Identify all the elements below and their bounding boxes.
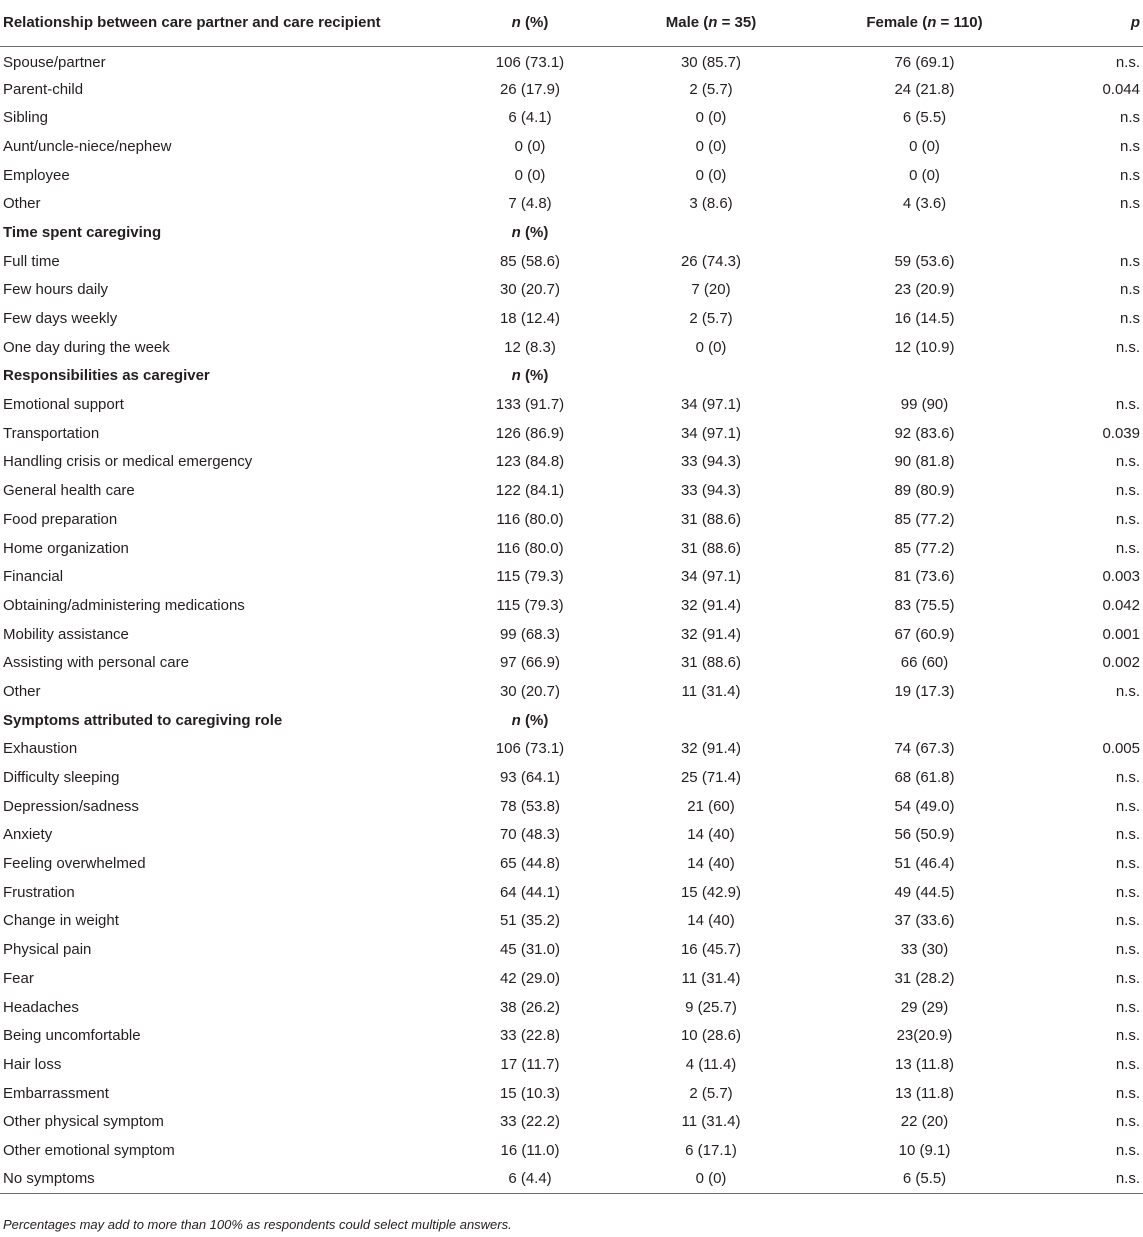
cell-p-value: n.s. — [1115, 998, 1140, 1016]
cell-p-value: n.s — [1119, 195, 1140, 213]
cell-n-percent: 26 (17.9) — [499, 80, 561, 98]
section-subheader-n-percent — [440, 218, 620, 247]
section-subheader-rest: (%) — [520, 711, 549, 729]
cell-male: 0 (0) — [620, 1165, 802, 1194]
cell-female: 19 (17.3) — [894, 682, 955, 700]
cell-male: 14 (40) — [687, 912, 735, 930]
cell-n-percent: 33 (22.2) — [499, 1113, 561, 1131]
cell-female: 74 (67.3) — [894, 740, 955, 758]
cell-male: 33 (94.3) — [680, 482, 742, 500]
cell-female: 31 (28.2) — [894, 969, 955, 987]
cell-female: 0 (0) — [909, 137, 940, 155]
table-row — [0, 534, 1143, 563]
cell-female: 66 (60) — [900, 654, 949, 672]
cell-n-percent: 17 (11.7) — [500, 1055, 560, 1073]
cell-label: Being uncomfortable — [3, 1027, 141, 1045]
table-row — [0, 648, 1143, 677]
cell-p-value: n.s — [1119, 166, 1140, 184]
cell-p-value: 0.044 — [1102, 80, 1140, 98]
cell-female: 29 (29) — [900, 998, 949, 1016]
table-row — [0, 878, 1143, 907]
cell-p-value: n.s. — [1115, 1141, 1140, 1159]
cell-female: 6 (5.5) — [802, 1165, 1047, 1194]
cell-female: 22 (20) — [900, 1113, 949, 1131]
table-row — [0, 1136, 1143, 1165]
section-subheader-n: n — [511, 223, 521, 241]
cell-n-percent: 33 (22.8) — [499, 1027, 561, 1045]
cell-label: Headaches — [3, 998, 79, 1016]
section-header-row — [0, 706, 1143, 735]
cell-label: Home organization — [3, 539, 129, 557]
cell-n-percent: 7 (4.8) — [508, 195, 552, 213]
section-subheader-n: n — [511, 367, 521, 385]
cell-female: 49 (44.5) — [894, 883, 955, 901]
table-row — [0, 620, 1143, 649]
cell-female: 37 (33.6) — [894, 912, 955, 930]
table-row — [0, 935, 1143, 964]
cell-male: 0 (0) — [695, 109, 727, 127]
header-female-n: n — [927, 14, 937, 32]
cell-male: 32 (91.4) — [680, 625, 742, 643]
cell-label: Full time — [3, 252, 60, 270]
cell-label: Sibling — [3, 109, 49, 127]
cell-p-value: n.s. — [1115, 912, 1140, 930]
empty-cell — [802, 706, 1047, 735]
cell-n-percent: 6 (4.1) — [508, 109, 552, 127]
cell-female: 13 (11.8) — [895, 1055, 954, 1073]
cell-male: 30 (85.7) — [680, 54, 742, 72]
cell-female: 4 (3.6) — [902, 195, 947, 213]
table-row — [0, 304, 1143, 333]
table-row — [0, 448, 1143, 477]
cell-p-value: n.s. — [1115, 826, 1140, 844]
cell-n-percent: 0 (0) — [514, 137, 546, 155]
header-p-value-p: p — [1130, 14, 1140, 32]
cell-n-percent: 18 (12.4) — [499, 310, 561, 328]
cell-label: Embarrassment — [3, 1084, 109, 1102]
header-female — [802, 0, 1047, 46]
table-row — [0, 390, 1143, 419]
cell-p-value: 0.003 — [1102, 568, 1140, 586]
cell-n-percent: 116 (80.0) — [496, 510, 564, 528]
cell-male: 3 (8.6) — [689, 195, 733, 213]
cell-n-percent: 6 (4.4) — [440, 1165, 620, 1194]
cell-label: Difficulty sleeping — [3, 769, 120, 787]
cell-female: 81 (73.6) — [894, 568, 955, 586]
table-row — [0, 792, 1143, 821]
table-row — [0, 247, 1143, 276]
section-subheader-n-percent — [440, 706, 620, 735]
cell-p-value: n.s — [1119, 137, 1140, 155]
cell-female: 16 (14.5) — [894, 310, 955, 328]
cell-female: 85 (77.2) — [894, 510, 955, 528]
header-n-percent-rest: (%) — [520, 14, 549, 32]
cell-n-percent: 97 (66.9) — [499, 654, 561, 672]
cell-p-value: n.s. — [1047, 1165, 1143, 1194]
cell-n-percent: 15 (10.3) — [499, 1084, 561, 1102]
cell-female: 23 (20.9) — [894, 281, 955, 299]
cell-male: 33 (94.3) — [680, 453, 742, 471]
cell-p-value: n.s. — [1115, 769, 1140, 787]
cell-female: 67 (60.9) — [894, 625, 955, 643]
empty-cell — [1047, 362, 1143, 391]
cell-male: 25 (71.4) — [680, 769, 742, 787]
cell-female: 12 (10.9) — [894, 338, 955, 356]
table-row — [0, 333, 1143, 362]
table-row — [0, 964, 1143, 993]
cell-male: 0 (0) — [695, 137, 727, 155]
cell-male: 11 (31.4) — [681, 1113, 741, 1131]
table-row — [0, 907, 1143, 936]
cell-n-percent: 116 (80.0) — [496, 539, 564, 557]
cell-label: Emotional support — [3, 396, 124, 414]
cell-p-value: 0.039 — [1102, 424, 1140, 442]
cell-p-value: n.s. — [1115, 1084, 1140, 1102]
table-row — [0, 505, 1143, 534]
cell-n-percent: 51 (35.2) — [499, 912, 561, 930]
cell-n-percent: 12 (8.3) — [504, 338, 556, 356]
cell-n-percent: 16 (11.0) — [500, 1141, 560, 1159]
cell-female: 68 (61.8) — [894, 769, 955, 787]
cell-n-percent: 30 (20.7) — [499, 682, 561, 700]
cell-label: Fear — [3, 969, 34, 987]
empty-cell — [802, 218, 1047, 247]
cell-label: Exhaustion — [3, 740, 78, 758]
cell-label: Other — [3, 682, 41, 700]
cell-female: 10 (9.1) — [898, 1141, 951, 1159]
cell-female: 85 (77.2) — [894, 539, 955, 557]
empty-cell — [1047, 218, 1143, 247]
cell-p-value: n.s — [1119, 252, 1140, 270]
cell-label: Obtaining/administering medications — [3, 596, 245, 614]
table-row — [0, 849, 1143, 878]
cell-p-value: 0.005 — [1102, 740, 1140, 758]
section-header-row — [0, 362, 1143, 391]
cell-p-value: n.s. — [1115, 969, 1140, 987]
cell-n-percent: 123 (84.8) — [495, 453, 565, 471]
section-subheader-n-percent — [440, 362, 620, 391]
header-female-pre: Female ( — [866, 14, 928, 32]
header-female-post: = 110) — [936, 14, 983, 32]
cell-p-value: 0.042 — [1102, 596, 1140, 614]
cell-n-percent: 115 (79.3) — [496, 568, 564, 586]
cell-female: 99 (90) — [900, 396, 949, 414]
header-p-value — [1047, 0, 1143, 46]
cell-female: 13 (11.8) — [895, 1084, 954, 1102]
table-row — [0, 189, 1143, 218]
cell-p-value: n.s. — [1115, 1113, 1140, 1131]
cell-p-value: n.s. — [1115, 453, 1140, 471]
header-n-percent-n: n — [511, 14, 521, 32]
cell-male: 26 (74.3) — [680, 252, 742, 270]
cell-p-value: n.s — [1119, 310, 1140, 328]
header-male-pre: Male ( — [665, 14, 709, 32]
cell-label: General health care — [3, 482, 135, 500]
cell-label: Other — [3, 195, 41, 213]
table-row — [0, 591, 1143, 620]
cell-p-value: n.s. — [1115, 54, 1140, 72]
cell-female: 76 (69.1) — [894, 54, 955, 72]
cell-male: 14 (40) — [687, 826, 735, 844]
table-row — [0, 993, 1143, 1022]
table-row — [0, 1021, 1143, 1050]
cell-male: 2 (5.7) — [689, 310, 733, 328]
cell-female: 56 (50.9) — [894, 826, 955, 844]
cell-n-percent: 85 (58.6) — [499, 252, 561, 270]
cell-female: 59 (53.6) — [894, 252, 955, 270]
cell-male: 6 (17.1) — [685, 1141, 737, 1159]
cell-label: Food preparation — [3, 510, 118, 528]
header-n-percent — [440, 0, 620, 46]
table-row — [0, 1165, 1143, 1194]
cell-n-percent: 106 (73.1) — [495, 54, 565, 72]
cell-male: 31 (88.6) — [680, 539, 742, 557]
cell-label: Handling crisis or medical emergency — [3, 453, 253, 471]
cell-p-value: n.s. — [1115, 855, 1140, 873]
cell-male: 32 (91.4) — [680, 740, 742, 758]
cell-n-percent: 64 (44.1) — [499, 883, 561, 901]
cell-n-percent: 42 (29.0) — [499, 969, 561, 987]
empty-cell — [620, 362, 802, 391]
table-row — [0, 763, 1143, 792]
cell-label: Spouse/partner — [3, 54, 106, 72]
cell-male: 34 (97.1) — [680, 568, 742, 586]
cell-n-percent: 133 (91.7) — [495, 396, 565, 414]
cell-female: 51 (46.4) — [894, 855, 955, 873]
cell-p-value: n.s. — [1115, 797, 1140, 815]
cell-label: Depression/sadness — [3, 797, 139, 815]
cell-male: 31 (88.6) — [680, 510, 742, 528]
cell-label: No symptoms — [0, 1165, 440, 1194]
cell-label: Financial — [3, 568, 64, 586]
cell-female: 6 (5.5) — [902, 109, 947, 127]
table-row — [0, 419, 1143, 448]
cell-female: 92 (83.6) — [894, 424, 955, 442]
cell-male: 15 (42.9) — [680, 883, 742, 901]
table-header — [0, 0, 1143, 46]
table-row — [0, 677, 1143, 706]
cell-male: 14 (40) — [687, 855, 735, 873]
table-row — [0, 821, 1143, 850]
cell-male: 21 (60) — [687, 797, 735, 815]
cell-label: Few days weekly — [3, 310, 118, 328]
cell-p-value: n.s. — [1115, 682, 1140, 700]
cell-n-percent: 70 (48.3) — [499, 826, 561, 844]
cell-male: 9 (25.7) — [685, 998, 737, 1016]
table-row — [0, 276, 1143, 305]
cell-male: 34 (97.1) — [680, 396, 742, 414]
cell-label: Employee — [3, 166, 70, 184]
cell-male: 34 (97.1) — [680, 424, 742, 442]
table-row — [0, 735, 1143, 764]
cell-n-percent: 99 (68.3) — [499, 625, 561, 643]
cell-label: Frustration — [3, 883, 75, 901]
cell-p-value: 0.001 — [1102, 625, 1140, 643]
section-subheader-n: n — [511, 711, 521, 729]
cell-n-percent: 65 (44.8) — [499, 855, 561, 873]
cell-label: Few hours daily — [3, 281, 109, 299]
cell-label: Aunt/uncle-niece/nephew — [3, 137, 172, 155]
cell-p-value: 0.002 — [1102, 654, 1140, 672]
cell-label: Change in weight — [3, 912, 119, 930]
cell-p-value: n.s. — [1115, 1027, 1140, 1045]
section-title: Symptoms attributed to caregiving role — [3, 711, 283, 729]
cell-male: 0 (0) — [695, 338, 727, 356]
cell-female: 0 (0) — [909, 166, 940, 184]
cell-male: 7 (20) — [691, 281, 731, 299]
cell-n-percent: 126 (86.9) — [495, 424, 565, 442]
cell-female: 54 (49.0) — [894, 797, 955, 815]
cell-label: Other emotional symptom — [3, 1141, 175, 1159]
cell-p-value: n.s — [1119, 109, 1140, 127]
empty-cell — [802, 362, 1047, 391]
empty-cell — [620, 706, 802, 735]
cell-label: Parent-child — [3, 80, 84, 98]
header-male — [620, 0, 802, 46]
cell-n-percent: 122 (84.1) — [495, 482, 565, 500]
empty-cell — [620, 218, 802, 247]
table-row — [0, 562, 1143, 591]
cell-label: One day during the week — [3, 338, 170, 356]
cell-n-percent: 30 (20.7) — [499, 281, 561, 299]
table-row — [0, 476, 1143, 505]
cell-n-percent: 78 (53.8) — [499, 797, 561, 815]
cell-label: Feeling overwhelmed — [3, 855, 146, 873]
cell-label: Mobility assistance — [3, 625, 129, 643]
cell-p-value: n.s. — [1115, 941, 1140, 959]
empty-cell — [1047, 706, 1143, 735]
cell-female: 23(20.9) — [896, 1027, 953, 1045]
cell-p-value: n.s. — [1115, 539, 1140, 557]
table-row — [0, 103, 1143, 132]
cell-label: Hair loss — [3, 1055, 62, 1073]
cell-female: 89 (80.9) — [894, 482, 955, 500]
cell-male: 2 (5.7) — [689, 80, 733, 98]
cell-p-value: n.s. — [1115, 338, 1140, 356]
cell-label: Physical pain — [3, 941, 92, 959]
cell-p-value: n.s. — [1115, 510, 1140, 528]
cell-p-value: n.s. — [1115, 1055, 1140, 1073]
table-row — [0, 1107, 1143, 1136]
cell-male: 32 (91.4) — [680, 596, 742, 614]
cell-female: 90 (81.8) — [894, 453, 955, 471]
cell-n-percent: 38 (26.2) — [499, 998, 561, 1016]
cell-label: Assisting with personal care — [3, 654, 189, 672]
header-relationship: Relationship between care partner and care recipient — [0, 0, 440, 46]
cell-male: 0 (0) — [695, 166, 727, 184]
section-subheader-rest: (%) — [520, 367, 549, 385]
cell-n-percent: 115 (79.3) — [496, 596, 564, 614]
cell-label: Anxiety — [3, 826, 53, 844]
table-row — [0, 132, 1143, 161]
table-body — [0, 46, 1143, 1194]
section-title: Time spent caregiving — [3, 223, 162, 241]
cell-label: Other physical symptom — [3, 1113, 164, 1131]
table-row — [0, 1050, 1143, 1079]
header-male-n: n — [708, 14, 718, 32]
cell-label: Transportation — [3, 424, 100, 442]
cell-female: 33 (30) — [900, 941, 949, 959]
cell-female: 24 (21.8) — [894, 80, 955, 98]
cell-male: 11 (31.4) — [681, 969, 741, 987]
cell-female: 83 (75.5) — [894, 596, 955, 614]
table-row — [0, 75, 1143, 104]
cell-n-percent: 45 (31.0) — [499, 941, 561, 959]
cell-male: 2 (5.7) — [689, 1084, 733, 1102]
cell-p-value: n.s — [1119, 281, 1140, 299]
section-header-row — [0, 218, 1143, 247]
table-row — [0, 46, 1143, 75]
cell-p-value: n.s. — [1115, 482, 1140, 500]
cell-male: 10 (28.6) — [680, 1027, 742, 1045]
table-row — [0, 1079, 1143, 1108]
table-row — [0, 161, 1143, 190]
cell-n-percent: 106 (73.1) — [495, 740, 565, 758]
header-row — [0, 0, 1143, 46]
cell-male: 11 (31.4) — [681, 682, 741, 700]
cell-male: 31 (88.6) — [680, 654, 742, 672]
section-title: Responsibilities as caregiver — [3, 367, 210, 385]
section-subheader-rest: (%) — [520, 223, 549, 241]
cell-p-value: n.s. — [1115, 396, 1140, 414]
cell-n-percent: 93 (64.1) — [499, 769, 561, 787]
cell-male: 4 (11.4) — [685, 1055, 737, 1073]
header-male-post: = 35) — [717, 14, 757, 32]
cell-p-value: n.s. — [1115, 883, 1140, 901]
cell-male: 16 (45.7) — [680, 941, 742, 959]
table-footnote: Percentages may add to more than 100% as respondents could select multiple answers. — [3, 1217, 512, 1232]
cell-n-percent: 0 (0) — [514, 166, 546, 184]
